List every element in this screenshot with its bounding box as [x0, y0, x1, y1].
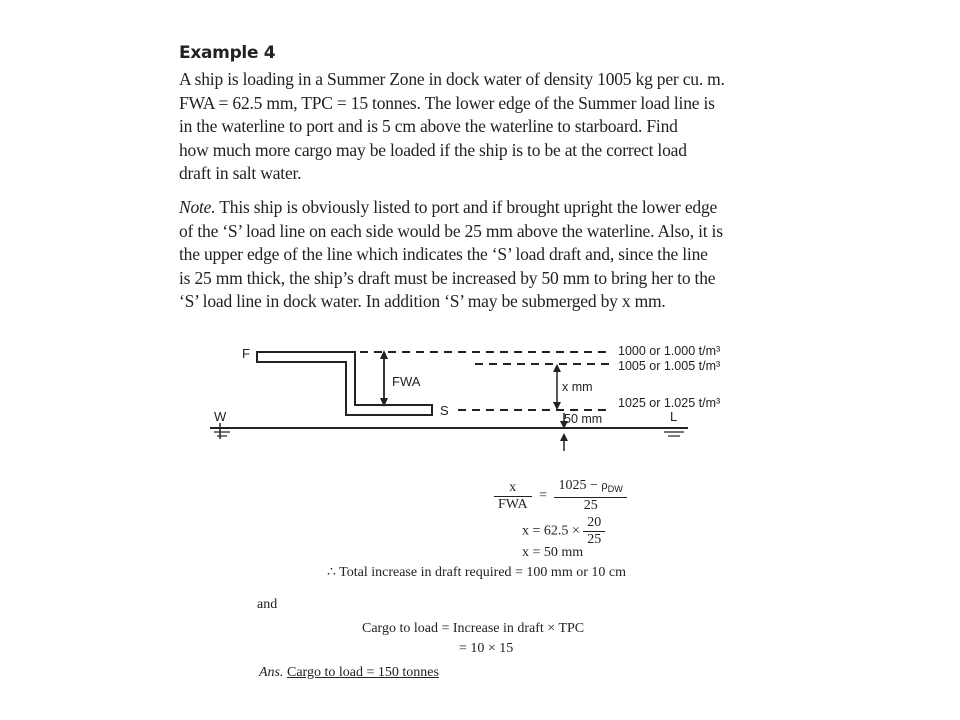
- answer-label: Ans.: [259, 665, 284, 680]
- equation-x-calc: x = 62.5 × $\frac{20}{25}$: [522, 515, 605, 548]
- problem-statement: [179, 68, 779, 186]
- density-dw-label: 1005 or 1.005 t/m³: [618, 359, 721, 373]
- xmm-label: x mm: [562, 380, 593, 394]
- s-label: S: [440, 403, 449, 418]
- note-line: the upper edge of the line which indicates the ‘S’ load draft and, since the line: [179, 244, 708, 264]
- answer-line: [259, 665, 439, 681]
- note-line: of the ‘S’ load line on each side would be 25 mm above the waterline. Also, it is: [179, 220, 723, 241]
- f-label: F: [242, 346, 250, 361]
- w-label: W: [214, 409, 227, 424]
- note-label: Note.: [179, 197, 216, 217]
- note-line: ‘S’ load line in dock water. In addition ‘S’ may be submerged by x mm.: [179, 291, 666, 311]
- and-label: and: [257, 597, 278, 612]
- fraction-x-over-fwa: $\frac{x}{\text{FWA}}$: [494, 480, 532, 513]
- fwa-label: FWA: [392, 374, 421, 389]
- problem-line: FWA = 62.5 mm, TPC = 15 tonnes. The lower edge of the Summer load line is: [179, 92, 715, 113]
- example-title: Example 4: [179, 43, 276, 63]
- equation-ratio: $\frac{x}{\text{FWA}}$ = $\frac{1025 - \rho_{DW}}{25}$: [494, 478, 627, 514]
- answer-value: Cargo to load = 150 tonnes: [287, 665, 439, 680]
- density-fw-label: 1000 or 1.000 t/m³: [618, 344, 721, 358]
- problem-line: how much more cargo may be loaded if the ship is to be at the correct load: [179, 139, 687, 160]
- l-label: L: [670, 409, 678, 424]
- problem-line: A ship is loading in a Summer Zone in dock water of density 1005 kg per cu. m.: [179, 69, 725, 89]
- density-sw-label: 1025 or 1.025 t/m³: [618, 396, 721, 410]
- note-line: [179, 196, 779, 220]
- total-increase-line: ∴ Total increase in draft required = 100 mm or 10 cm: [327, 565, 626, 580]
- equation-x-result: x = 50 mm: [522, 545, 584, 560]
- fraction-20-over-25: $\frac{20}{25}$: [583, 515, 605, 548]
- fifty-mm-label: 50 mm: [564, 412, 603, 426]
- note-line: is 25 mm thick, the ship’s draft must be increased by 50 mm to bring her to the: [179, 267, 716, 288]
- cargo-substitution: = 10 × 15: [459, 641, 514, 656]
- problem-line: draft in salt water.: [179, 163, 302, 183]
- problem-line: in the waterline to port and is 5 cm above the waterline to starboard. Find: [179, 116, 678, 136]
- cargo-formula: Cargo to load = Increase in draft × TPC: [362, 621, 585, 636]
- note-paragraph: [179, 196, 779, 314]
- note-line-text: This ship is obviously listed to port and if brought upright the lower edge: [215, 197, 718, 217]
- fraction-density-diff: $\frac{1025 - \rho_{DW}}{25}$: [554, 478, 626, 514]
- load-line-diagram: [200, 335, 760, 465]
